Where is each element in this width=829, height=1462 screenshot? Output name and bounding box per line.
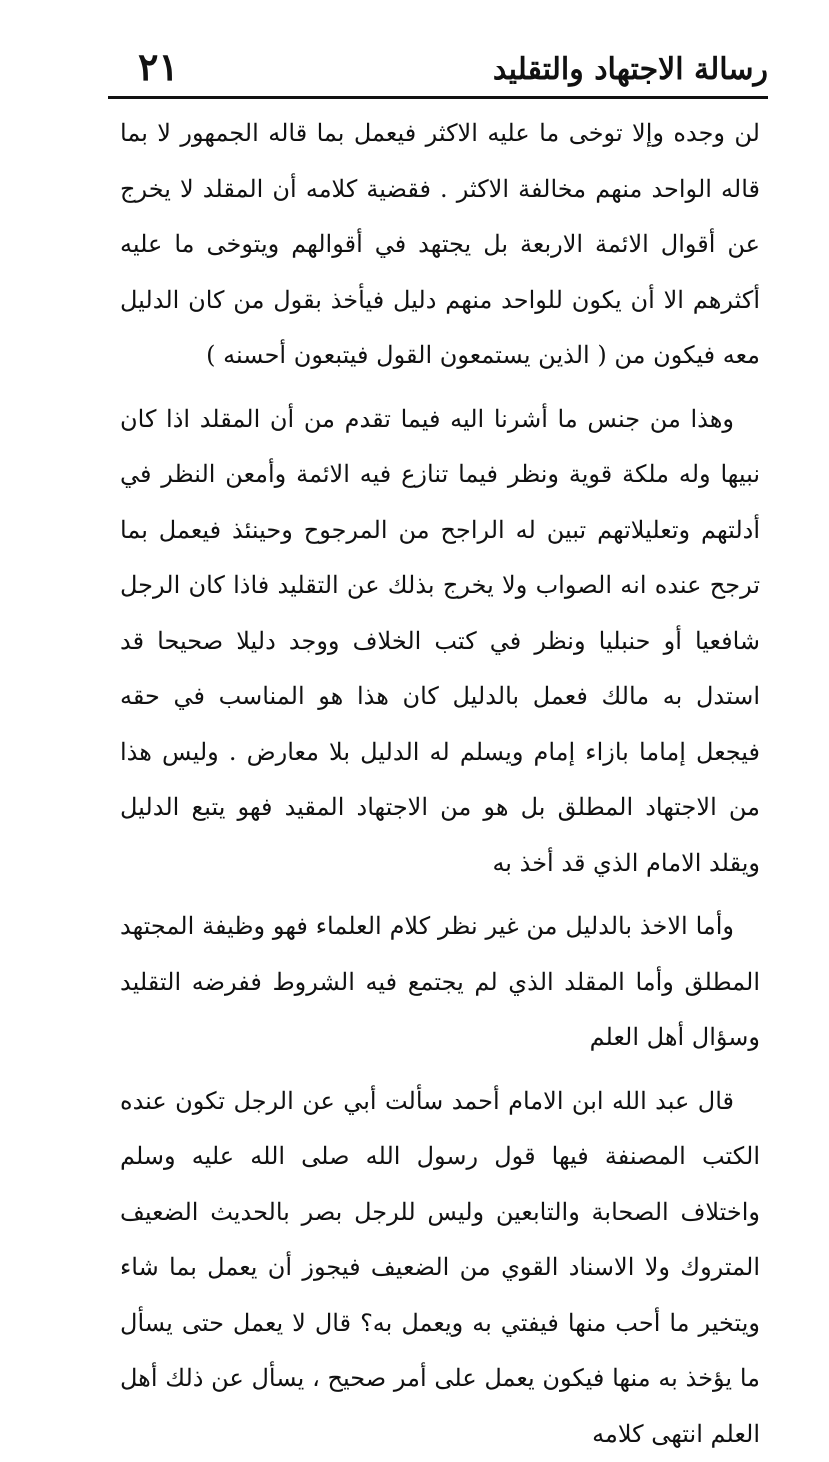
header-rule bbox=[108, 96, 768, 99]
running-title: رسالة الاجتهاد والتقليد bbox=[493, 52, 768, 87]
page-header bbox=[108, 44, 768, 96]
page-number: ٢١ bbox=[138, 44, 179, 89]
paragraph: قال عبد الله ابن الامام أحمد سألت أبي عن الرجل تكون عنده الكتب المصنفة فيها قول رسول الله صلى الله عليه وسلم واختلاف الصحابة والتابعين وليس للرجل بصر بالحديث الضعيف المتروك ولا الاسناد القوي من الضعيف فيجوز أن يعمل بما شاء ويتخير ما أحب منها فيفتي به ويعمل به؟ قال لا يعمل حتى يسأل ما يؤخذ به منها فيكون يعمل على أمر صحيح ، يسأل عن ذلك أهل العلم انتهى كلامه bbox=[120, 1074, 760, 1462]
paragraph: لن وجده وإلا توخى ما عليه الاكثر فيعمل بما قاله الجمهور لا بما قاله الواحد منهم مخالفة الاكثر . فقضية كلامه أن المقلد لا يخرج عن أقوال الائمة الاربعة بل يجتهد في أقوالهم ويتوخى ما عليه أكثرهم الا أن يكون للواحد منهم دليل فيأخذ بقول من كان الدليل معه فيكون من ( الذين يستمعون القول فيتبعون أحسنه ) bbox=[120, 106, 760, 384]
paragraph: وهذا من جنس ما أشرنا اليه فيما تقدم من أن المقلد اذا كان نبيها وله ملكة قوية ونظر فيما تنازع فيه الائمة وأمعن النظر في أدلتهم وتعليلاتهم تبين له الراجح من المرجوح وحينئذ فيعمل بما ترجح عنده انه الصواب ولا يخرج بذلك عن التقليد فاذا كان الرجل شافعيا أو حنبليا ونظر في كتب الخلاف ووجد دليلا صحيحا قد استدل به مالك فعمل بالدليل كان هذا هو المناسب في حقه فيجعل إماما بازاء إمام ويسلم له الدليل بلا معارض . وليس هذا من الاجتهاد المطلق بل هو من الاجتهاد المقيد فهو يتبع الدليل ويقلد الامام الذي قد أخذ به bbox=[120, 392, 760, 892]
page-body bbox=[120, 106, 760, 1462]
paragraph: وأما الاخذ بالدليل من غير نظر كلام العلماء فهو وظيفة المجتهد المطلق وأما المقلد الذي لم يجتمع فيه الشروط ففرضه التقليد وسؤال أهل العلم bbox=[120, 899, 760, 1066]
